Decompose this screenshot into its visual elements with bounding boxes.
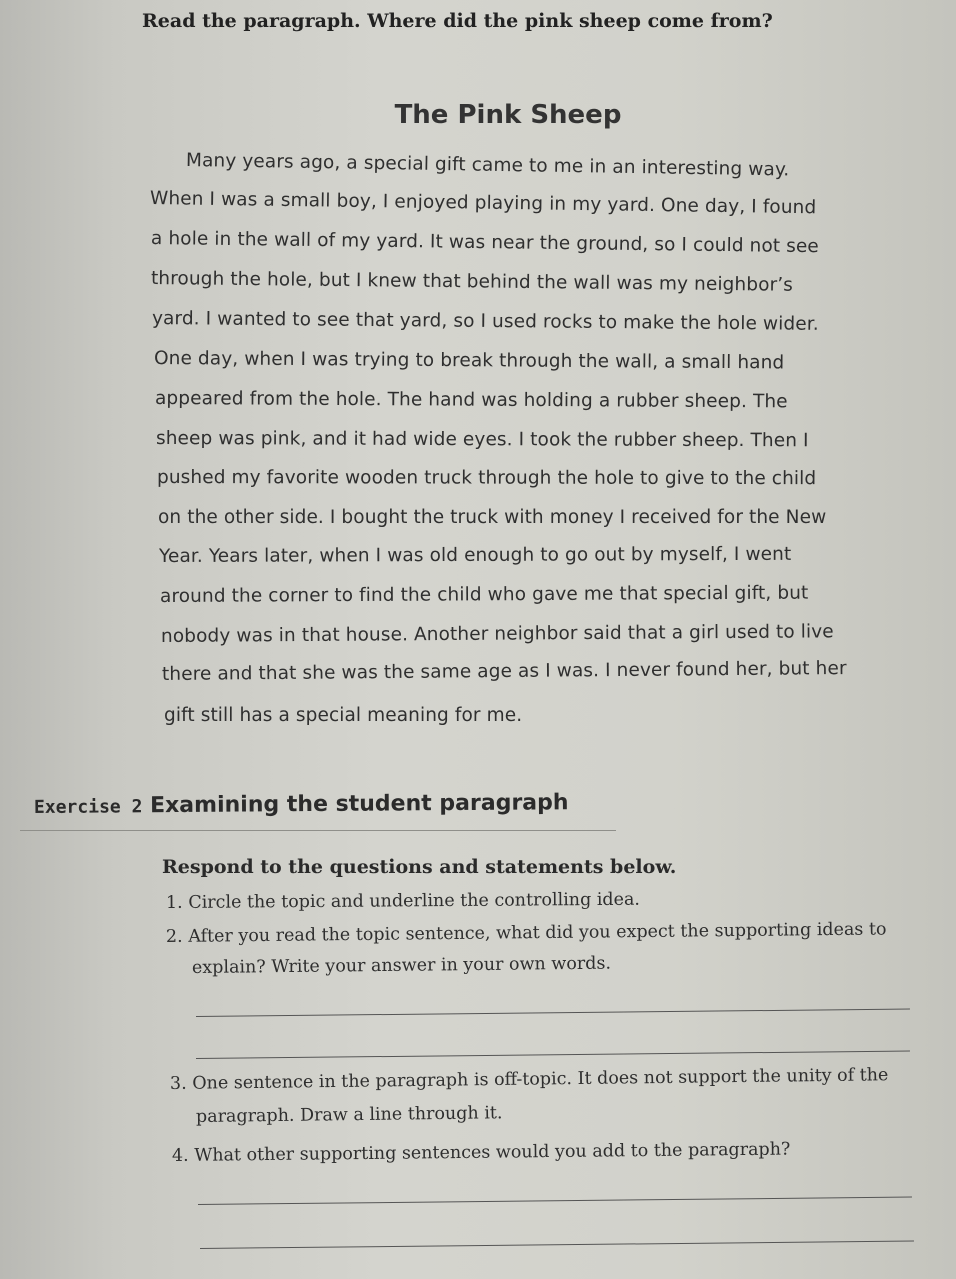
- question-item: [170, 1065, 889, 1094]
- paragraph-line: Year. Years later, when I was old enough to go out by myself, I went: [158, 543, 792, 567]
- paragraph-line: nobody was in that house. Another neighbor said that a girl used to live: [160, 621, 834, 647]
- paragraph-line: on the other side. I bought the truck with money I received for the New: [158, 507, 827, 528]
- question-text-continued: explain? Write your answer in your own words.: [191, 953, 612, 978]
- paragraph-line: One day, when I was trying to break through the wall, a small hand: [153, 348, 785, 374]
- paragraph-line: sheep was pink, and it had wide eyes. I took the rubber sheep. Then I: [155, 428, 809, 452]
- question-text: Circle the topic and underline the controlling idea.: [188, 889, 641, 913]
- paragraph-line: yard. I wanted to see that yard, so I used rocks to make the hole wider.: [151, 308, 819, 335]
- exercise-title: Examining the student paragraph: [149, 790, 569, 819]
- question-number: 2.: [165, 926, 183, 947]
- paragraph-line: around the corner to find the child who gave me that special gift, but: [159, 582, 809, 607]
- paragraph-line: pushed my favorite wooden truck through the hole to give to the child: [156, 467, 817, 490]
- answer-line[interactable]: [196, 1051, 910, 1059]
- paragraph-line: a hole in the wall of my yard. It was near the ground, so I could not see: [150, 228, 820, 258]
- paragraph-line: gift still has a special meaning for me.: [164, 705, 523, 726]
- paragraph-line: When I was a small boy, I enjoyed playing in my yard. One day, I found: [149, 188, 817, 219]
- question-item: [166, 890, 640, 913]
- paragraph-line: appeared from the hole. The hand was holding a rubber sheep. The: [154, 388, 788, 413]
- question-item: [172, 1140, 791, 1166]
- question-number: 1.: [165, 892, 183, 913]
- reading-prompt: Read the paragraph. Where did the pink sheep come from?: [142, 10, 773, 32]
- question-item: [166, 919, 887, 947]
- question-text: What other supporting sentences would you add to the paragraph?: [194, 1139, 791, 1166]
- paragraph-line: through the hole, but I knew that behind the wall was my neighbor’s: [150, 268, 794, 296]
- question-text-continued: paragraph. Draw a line through it.: [195, 1103, 503, 1127]
- question-number: 3.: [169, 1073, 187, 1094]
- question-text: One sentence in the paragraph is off-topic. It does not support the unity of the: [192, 1065, 889, 1094]
- story-title: The Pink Sheep: [394, 100, 622, 130]
- question-text: After you read the topic sentence, what did you expect the supporting ideas to: [188, 919, 887, 947]
- answer-line[interactable]: [200, 1241, 914, 1249]
- answer-line[interactable]: [198, 1197, 912, 1205]
- answer-line[interactable]: [196, 1009, 910, 1017]
- paragraph-line: there and that she was the same age as I was. I never found her, but her: [161, 658, 847, 685]
- exercise-instructions: Respond to the questions and statements below.: [162, 856, 677, 878]
- exercise-label: Exercise 2: [33, 796, 143, 818]
- paragraph-line: Many years ago, a special gift came to me in an interesting way.: [185, 150, 790, 181]
- question-number: 4.: [171, 1145, 189, 1166]
- exercise-heading: [34, 790, 569, 819]
- heading-rule: [20, 830, 616, 831]
